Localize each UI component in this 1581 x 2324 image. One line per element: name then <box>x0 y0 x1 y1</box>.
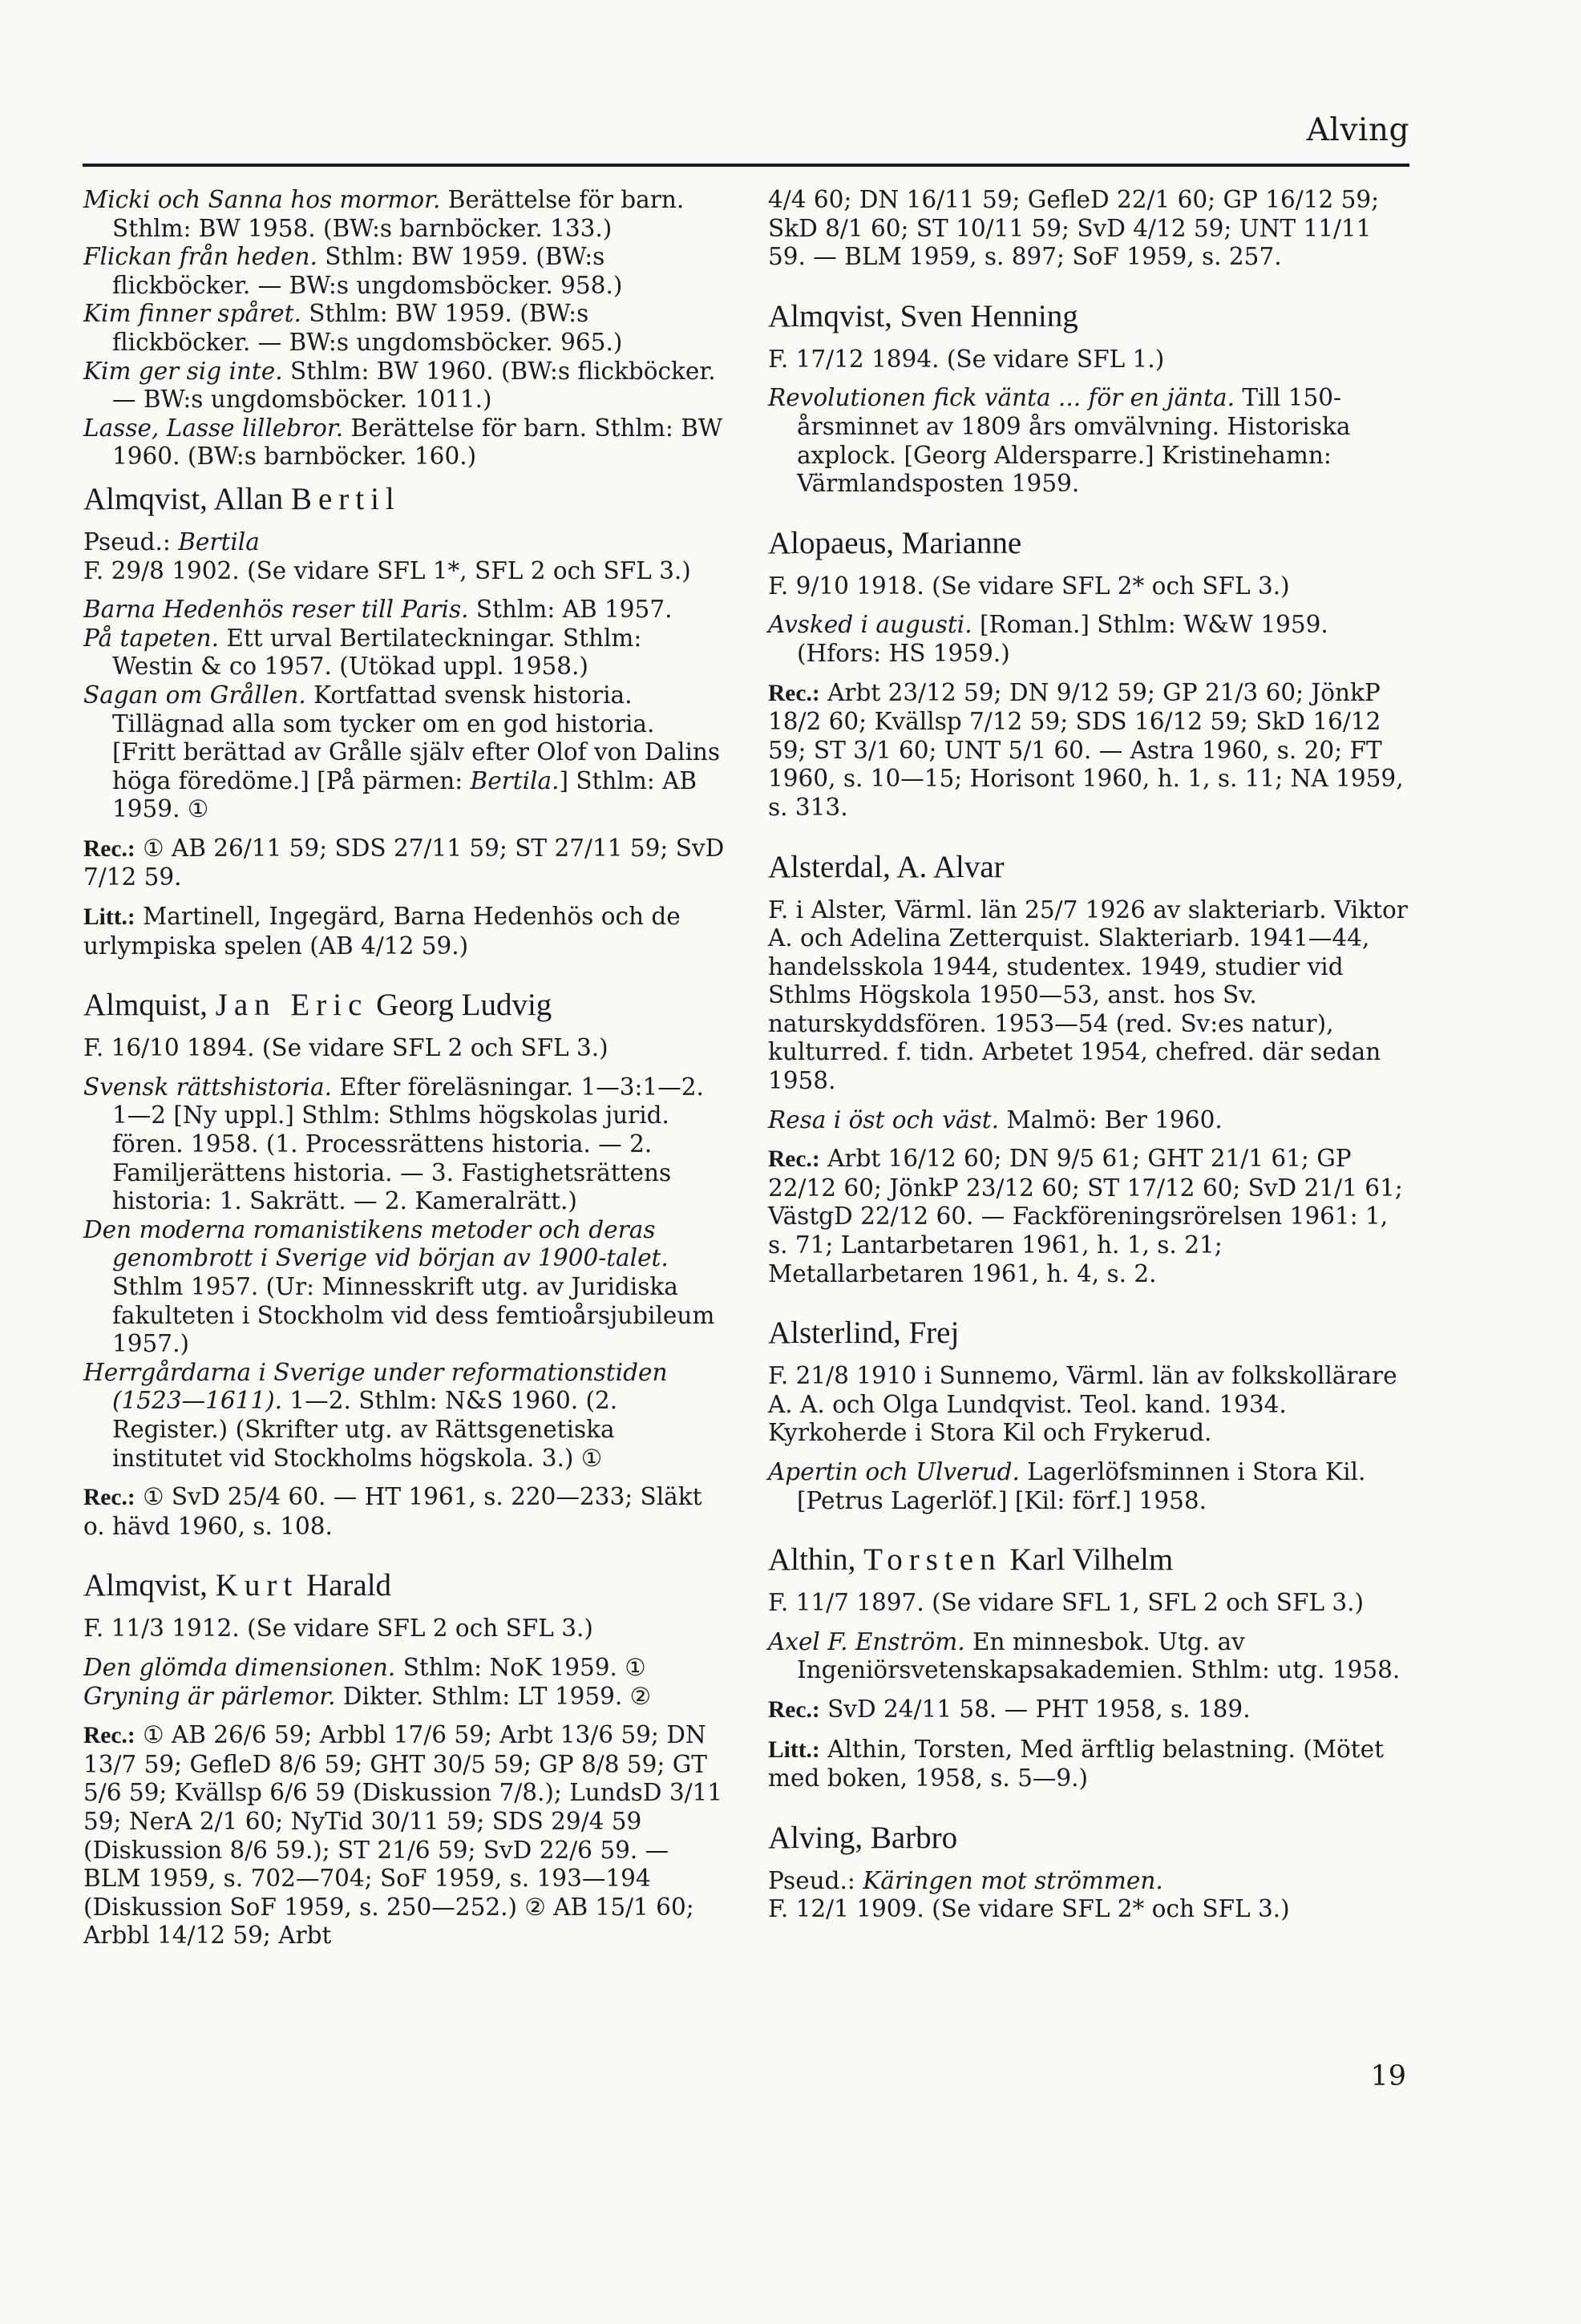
work-item: Kim ger sig inte. Sthlm: BW 1960. (BW:s flickböcker. — BW:s ungdomsböcker. 1011.) <box>83 357 716 414</box>
birth-info: F. 9/10 1918. (Se vidare SFL 2* och SFL 3.) <box>768 572 1290 600</box>
intro-works <box>83 186 725 471</box>
right-column <box>768 186 1409 1951</box>
page-number: 19 <box>1370 2060 1406 2092</box>
works-list <box>768 1458 1409 1515</box>
work-item: Gryning är pärlemor. Dikter. Sthlm: LT 1959. ② <box>83 1682 652 1710</box>
biography: F. 21/8 1910 i Sunnemo, Värml. län av folkskollärare A. A. och Olga Lundqvist. Teol. kand. 1934. Kyrkoherde i Stora Kil och Frykerud. <box>768 1362 1397 1447</box>
work-item: Den glömda dimensionen. Sthlm: NoK 1959. ① <box>83 1653 646 1681</box>
entry-alsterlind-frej <box>768 1316 1409 1515</box>
literature: Litt.: Althin, Torsten, Med ärftlig belastning. (Mötet med boken, 1958, s. 5—9.) <box>768 1735 1384 1793</box>
birth-info: F. 11/7 1897. (Se vidare SFL 1, SFL 2 och SFL 3.) <box>768 1589 1365 1617</box>
birth-info: F. 17/12 1894. (Se vidare SFL 1.) <box>768 345 1165 373</box>
birth-info: F. 16/10 1894. (Se vidare SFL 2 och SFL 3.) <box>83 1034 609 1062</box>
reviews: Rec.: SvD 24/11 58. — PHT 1958, s. 189. <box>768 1695 1251 1723</box>
birth-info: F. 29/8 1902. (Se vidare SFL 1*, SFL 2 och SFL 3.) <box>83 556 691 584</box>
birth-info: F. 12/1 1909. (Se vidare SFL 2* och SFL 3.) <box>768 1895 1290 1923</box>
reviews: Rec.: ① AB 26/11 59; SDS 27/11 59; ST 27/11 59; SvD 7/12 59. <box>83 834 725 891</box>
works-list <box>83 596 725 824</box>
work-item: Axel F. Enström. En minnesbok. Utg. av Ingeniörsvetenskapsakademien. Sthlm: utg. 1958. <box>768 1627 1401 1684</box>
work-item: Sagan om Grållen. Kortfattad svensk historia. Tillägnad alla som tycker om en god historia. [Fritt berättad av Grålle själv efter Olof von Dalins höga föredöme.] [På pärmen: Bertila.] Sthlm: AB 1959. ① <box>83 681 721 823</box>
entry-heading: Alopaeus, Marianne <box>768 525 1022 560</box>
running-head: Alving <box>1306 112 1409 148</box>
entry-heading: Alsterlind, Frej <box>768 1316 960 1351</box>
entry-heading: Alving, Barbro <box>768 1820 958 1855</box>
work-item: Apertin och Ulverud. Lagerlöfsminnen i Stora Kil. [Petrus Lagerlöf.] [Kil: förf.] 1958. <box>768 1458 1366 1514</box>
works-list <box>83 1654 725 1711</box>
work-item: Lasse, Lasse lillebror. Berättelse för barn. Sthlm: BW 1960. (BW:s barnböcker. 160.) <box>83 414 723 471</box>
pseudonym: Pseud.: Bertila <box>83 527 260 556</box>
work-item: På tapeten. Ett urval Bertilateckningar. Sthlm: Westin & co 1957. (Utökad uppl. 1958.) <box>83 624 642 681</box>
entry-alving-barbro <box>768 1821 1409 1924</box>
works-list <box>83 1073 725 1473</box>
reviews: Rec.: ① SvD 25/4 60. — HT 1961, s. 220—233; Släkt o. hävd 1960, s. 108. <box>83 1483 702 1540</box>
entry-heading: Almqvist, Sven Henning <box>768 298 1078 333</box>
birth-info: F. 11/3 1912. (Se vidare SFL 2 och SFL 3.) <box>83 1615 593 1643</box>
work-item: Resa i öst och väst. Malmö: Ber 1960. <box>768 1105 1223 1134</box>
works-list <box>768 1106 1409 1135</box>
biography: F. i Alster, Värml. län 25/7 1926 av slakteriarb. Viktor A. och Adelina Zetterquist. Slakteriarb. 1941—44, handelsskola 1944, studentex. 1949, studier vid Sthlms Högskola 1950—53, anst. hos Sv. naturskyddsfören. 1953—54 (red. Sv:es natur), kulturred. f. tidn. Arbetet 1954, chefred. där sedan 1958. <box>768 895 1408 1095</box>
header-rule <box>83 164 1409 167</box>
work-item: Revolutionen fick vänta ... för en jänta. Till 150-årsminnet av 1809 års omvälvning. Historiska axplock. [Georg Aldersparre.] Kristinehamn: Värmlandsposten 1959. <box>768 384 1351 498</box>
work-item: Barna Hedenhös reser till Paris. Sthlm: AB 1957. <box>83 596 673 624</box>
entry-heading: Althin, Torsten Karl Vilhelm <box>768 1542 1174 1578</box>
works-list <box>768 384 1409 498</box>
left-column <box>83 186 725 1978</box>
entry-althin-torsten <box>768 1542 1409 1793</box>
work-item: Svensk rättshistoria. Efter föreläsningar. 1—3:1—2. 1—2 [Ny uppl.] Sthlm: Sthlms högskolas jurid. fören. 1958. (1. Processrättens historia. — 2. Familjerättens historia. — 3. Fastighetsrättens historia: 1. Sakrätt. — 2. Kameralrätt.) <box>83 1073 704 1215</box>
entry-almqvist-sven <box>768 299 1409 499</box>
entry-almqvist-kurt <box>83 1568 725 1950</box>
entry-alsterdal-alvar <box>768 850 1409 1289</box>
work-item: Micki och Sanna hos mormor. Berättelse för barn. Sthlm: BW 1958. (BW:s barnböcker. 133.) <box>83 186 685 242</box>
entry-heading: Almquist, Jan Eric Georg Ludvig <box>83 988 552 1023</box>
reviews: Rec.: Arbt 23/12 59; DN 9/12 59; GP 21/3 60; JönkP 18/2 60; Kvällsp 7/12 59; SDS 16/12 59; SkD 16/12 59; ST 3/1 60; UNT 5/1 60. — Astra 1960, s. 20; FT 1960, s. 10—15; Horisont 1960, h. 1, s. 11; NA 1959, s. 313. <box>768 678 1404 821</box>
continued-text: 4/4 60; DN 16/11 59; GefleD 22/1 60; GP 16/12 59; SkD 8/1 60; ST 10/11 59; SvD 4/12 59; UNT 11/11 59. — BLM 1959, s. 897; SoF 1959, s. 257. <box>768 186 1380 271</box>
works-list <box>768 611 1409 668</box>
entry-heading: Almqvist, Kurt Harald <box>83 1568 392 1603</box>
reviews: Rec.: ① AB 26/6 59; Arbbl 17/6 59; Arbt 13/6 59; DN 13/7 59; GefleD 8/6 59; GHT 30/5 59; GP 8/8 59; GT 5/6 59; Kvällsp 6/6 59 (Diskussion 7/8.); LundsD 3/11 59; NerA 2/1 60; NyTid 30/11 59; SDS 29/4 59 (Diskussion 8/6 59.); ST 21/6 59; SvD 22/6 59. — BLM 1959, s. 702—704; SoF 1959, s. 193—194 (Diskussion SoF 1959, s. 250—252.) ② AB 15/1 60; Arbbl 14/12 59; Arbt <box>83 1721 723 1950</box>
works-list <box>768 1628 1409 1685</box>
entry-almquist-jan-eric <box>83 988 725 1541</box>
reviews: Rec.: Arbt 16/12 60; DN 9/5 61; GHT 21/1 61; GP 22/12 60; JönkP 23/12 60; ST 17/12 60; SvD 21/1 61; VästgD 22/12 60. — Fackföreningsrörelsen 1961: 1, s. 71; Lantarbetaren 1961, h. 1, s. 21; Metallarbetaren 1961, h. 4, s. 2. <box>768 1145 1403 1287</box>
pseudonym: Pseud.: Käringen mot strömmen. <box>768 1866 1163 1894</box>
continuation-reviews <box>768 186 1409 272</box>
literature: Litt.: Martinell, Ingegärd, Barna Hedenhös och de urlympiska spelen (AB 4/12 59.) <box>83 903 681 960</box>
entry-heading: Alsterdal, A. Alvar <box>768 849 1005 884</box>
work-item: Avsked i augusti. [Roman.] Sthlm: W&W 1959. (Hfors: HS 1959.) <box>768 611 1328 667</box>
entry-heading: Almqvist, Allan Bertil <box>83 481 401 516</box>
entry-almqvist-bertil <box>83 482 725 960</box>
work-item: Herrgårdarna i Sverige under reformationstiden (1523—1611). 1—2. Sthlm: N&S 1960. (2. Register.) (Skrifter utg. av Rättsgenetiska institutet vid Stockholms högskola. 3.) ① <box>83 1358 668 1472</box>
work-item: Flickan från heden. Sthlm: BW 1959. (BW:s flickböcker. — BW:s ungdomsböcker. 958.) <box>83 243 623 299</box>
work-item: Kim finner spåret. Sthlm: BW 1959. (BW:s flickböcker. — BW:s ungdomsböcker. 965.) <box>83 300 623 356</box>
entry-alopaeus-marianne <box>768 526 1409 822</box>
work-item: Den moderna romanistikens metoder och deras genombrott i Sverige vid början av 1900-talet. Sthlm 1957. (Ur: Minnesskrift utg. av Juridiska fakulteten i Stockholm vid dess femtioårsjubileum 1957.) <box>83 1215 715 1358</box>
